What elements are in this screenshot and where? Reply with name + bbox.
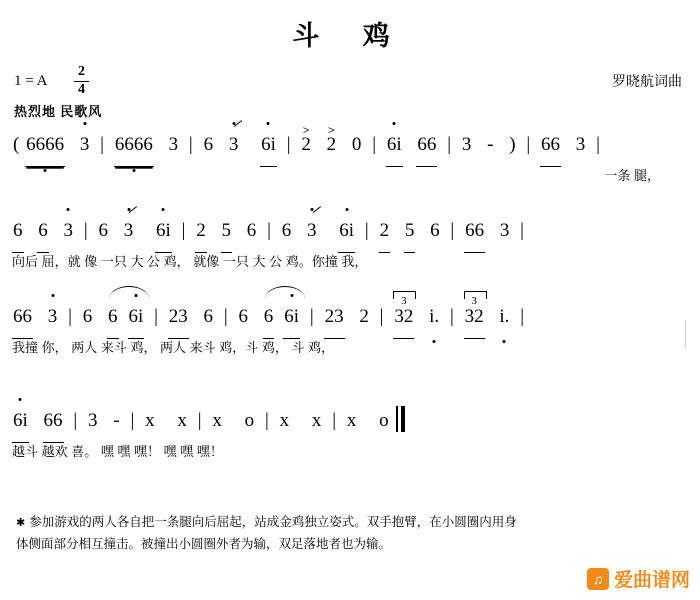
time-signature-denominator: 4 — [78, 81, 85, 97]
note: i. — [428, 297, 440, 337]
note: 2 — [359, 306, 369, 327]
note: 2 — [195, 211, 207, 253]
note: 6 — [98, 220, 108, 241]
note: 2 — [379, 211, 391, 253]
score-header — [0, 64, 700, 125]
barline: | — [286, 134, 291, 155]
watermark-text: 爱曲谱网 — [613, 570, 690, 591]
note: 32 — [464, 297, 485, 339]
barline: | — [372, 134, 377, 155]
notation-line-2 — [12, 211, 700, 251]
barline: | — [73, 410, 78, 431]
note: 5 — [404, 211, 416, 253]
clap-note: x — [346, 410, 357, 431]
note: 6666 — [114, 125, 154, 167]
note: 3 — [228, 125, 240, 165]
barline: | — [100, 134, 104, 155]
site-watermark — [587, 565, 690, 592]
note: 6 — [246, 220, 257, 241]
music-system-2 — [0, 211, 700, 289]
repeat-open-paren: ( — [13, 134, 20, 155]
note: 66 — [12, 297, 33, 339]
note: 6 — [430, 220, 440, 241]
note: > 2 — [326, 125, 338, 165]
music-system-4 — [0, 401, 700, 479]
barline: | — [83, 220, 88, 241]
barline: | — [379, 306, 384, 327]
note: 3 — [461, 134, 472, 155]
barline: | — [520, 306, 525, 327]
rest: 0 — [351, 134, 362, 155]
barline: | — [130, 410, 135, 431]
repeat-close-paren: ) — [509, 134, 516, 155]
note: 6 — [12, 211, 24, 253]
clap-note: x — [177, 410, 187, 431]
clap-note: x — [279, 410, 290, 431]
note: 66 — [464, 211, 485, 253]
music-system-3 — [0, 297, 700, 375]
footnote-line-1: 参加游戏的两人各自把一条腿向后屈起，站成金鸡独立姿式。双手抱臂，在小圆圈内用身 — [29, 515, 517, 529]
lyrics-line-4: 越斗 越欢 喜。 嘿 嘿 嘿！ 嘿 嘿 嘿！ — [12, 444, 223, 459]
note: 6666 — [25, 125, 65, 167]
time-signature-numerator: 2 — [78, 64, 85, 79]
clap-note: x — [212, 410, 222, 431]
note: 6 — [238, 306, 249, 327]
final-barline — [396, 406, 405, 432]
note: 3 — [63, 211, 75, 251]
note: i. — [498, 297, 510, 337]
barline: | — [450, 220, 455, 241]
note: 6i — [155, 211, 172, 253]
rest: o — [379, 410, 389, 431]
note: 6i — [128, 297, 145, 339]
style-marking: 热烈地 民歌风 — [14, 104, 103, 119]
time-signature — [74, 65, 89, 97]
note: 3 — [575, 134, 586, 155]
lyrics-line-2: 向后 屈，就 像 一只 大 公 鸡， 就像 一只 大 公 鸡。你撞 我， — [12, 254, 368, 269]
note: 6i — [338, 211, 355, 253]
note: 3 — [168, 134, 179, 155]
barline: | — [447, 134, 452, 155]
note: 6i — [386, 125, 403, 167]
note: > 2 — [300, 125, 312, 165]
note: 3 — [123, 211, 135, 251]
footnote — [16, 512, 686, 556]
clap-note: x — [311, 410, 322, 431]
barline: | — [264, 410, 269, 431]
music-system-1 — [0, 125, 700, 203]
note: 6 — [82, 306, 93, 327]
tie-dash: - — [487, 134, 494, 155]
barline: | — [197, 410, 202, 431]
note: 6i — [283, 297, 300, 339]
barline: | — [309, 306, 314, 327]
barline: | — [223, 306, 228, 327]
note: 3 — [79, 125, 91, 165]
triplet-group — [393, 297, 414, 339]
note: 5 — [221, 211, 233, 253]
notation-line-1 — [12, 125, 700, 165]
note: 3 — [47, 297, 59, 337]
slur — [107, 297, 144, 339]
note: 23 — [324, 297, 345, 339]
barline: | — [520, 220, 524, 241]
barline: | — [181, 220, 186, 241]
barline: | — [449, 306, 454, 327]
lyrics-line-3: 我撞 你， 两人 来斗 鸡， 两人 来斗 鸡，斗 鸡， 斗 鸡， — [12, 340, 335, 355]
lyrics-line-1: 一条 腿， — [604, 168, 660, 183]
slur — [263, 297, 300, 339]
note: 66 — [43, 401, 64, 443]
note: 66 — [416, 125, 437, 167]
barline: | — [596, 134, 600, 155]
note: 6 — [37, 211, 49, 253]
note: 6 — [281, 220, 292, 241]
page-edge-mark — [685, 320, 700, 348]
clap-note: x — [145, 410, 155, 431]
note: 6 — [263, 297, 275, 339]
note: 6i — [12, 401, 29, 443]
note: 3 — [306, 211, 318, 251]
barline: | — [68, 306, 72, 327]
notation-line-4 — [12, 401, 700, 441]
barline: | — [267, 220, 271, 241]
key-signature: 1 = A — [14, 73, 48, 89]
tie-dash: - — [113, 410, 120, 431]
page-title: 斗 鸡 — [292, 21, 408, 51]
triplet-group — [464, 297, 485, 339]
note: 6 — [203, 134, 214, 155]
note: 32 — [393, 297, 414, 339]
note: 6 — [107, 297, 119, 339]
note: 3 — [88, 410, 98, 431]
note: 66 — [540, 125, 561, 167]
notation-line-3 — [12, 297, 700, 337]
note: 23 — [168, 297, 189, 339]
footnote-marker: ✱ — [16, 517, 26, 529]
rest: o — [244, 410, 255, 431]
note: 6i — [260, 125, 277, 167]
barline: | — [332, 410, 337, 431]
barline: | — [526, 134, 531, 155]
barline: | — [188, 134, 193, 155]
music-note-icon: ♫ — [587, 568, 609, 590]
note: 3 — [499, 220, 510, 241]
barline: | — [364, 220, 369, 241]
footnote-line-2: 体侧面部分相互撞击。被撞出小圆圈外者为输，双足落地者也为输。 — [16, 536, 392, 551]
composer-credit: 罗晓航词曲 — [612, 75, 682, 90]
barline: | — [154, 306, 158, 327]
note: 6 — [203, 306, 214, 327]
